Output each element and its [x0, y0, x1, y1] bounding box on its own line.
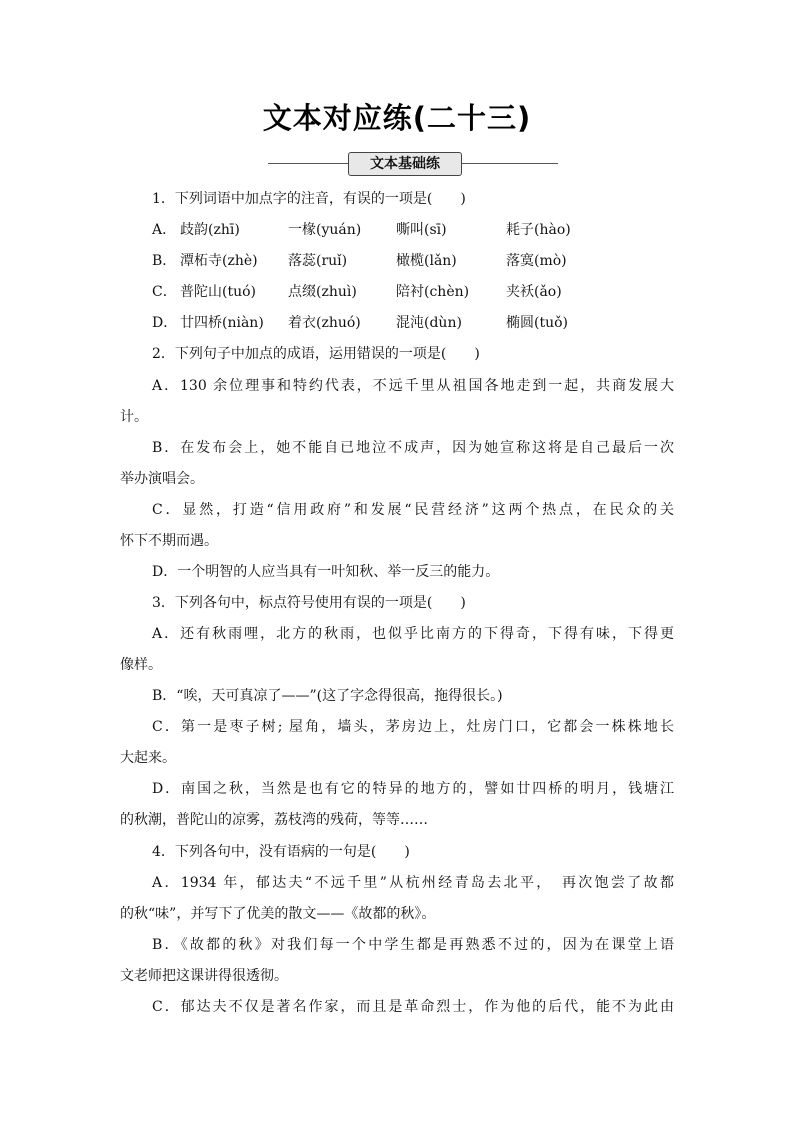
q1-option-b-letter: B．	[152, 253, 177, 269]
divider-left	[268, 163, 348, 164]
divider-right	[462, 163, 558, 164]
q1-option-d-item-2: 着衣(zhuó)	[288, 315, 361, 331]
q2-option-a-line-2: 计。	[120, 409, 148, 425]
q3-option-d-line-1: D．南国之秋，当然是也有它的特异的地方的，譬如廿四桥的明月，钱塘江	[152, 781, 674, 797]
q2-option-b-line-2: 举办演唱会。	[120, 471, 204, 487]
q1-option-c-item-3: 陪衬(chèn)	[396, 284, 470, 300]
q1-option-c-item-4: 夹袄(ǎo)	[506, 284, 562, 300]
q4-option-c-line-1: C．郁达夫不仅是著名作家，而且是革命烈士，作为他的后代，能不为此由	[152, 999, 674, 1015]
q4-option-b-line-2: 文老师把这课讲得很透彻。	[120, 968, 288, 984]
q3-option-a-line-2: 像样。	[120, 657, 162, 673]
q3-option-d-line-2: 的秋潮，普陀山的凉雾，荔枝湾的残荷，等等……	[120, 812, 428, 828]
q1-option-a-item-2: 一椽(yuán)	[288, 222, 362, 238]
section-label: 文本基础练	[348, 152, 462, 176]
question-2-stem: 2．下列句子中加点的成语，运用错误的一项是( )	[152, 346, 480, 362]
q3-option-a-line-1: A．还有秋雨哩，北方的秋雨，也似乎比南方的下得奇，下得有味，下得更	[152, 626, 674, 642]
q1-option-a-item-4: 耗子(hào)	[506, 222, 571, 238]
section-header	[268, 152, 558, 176]
question-1-stem: 1．下列词语中加点字的注音，有误的一项是( )	[152, 191, 466, 207]
q1-option-b-item-2: 落蕊(ruǐ)	[288, 253, 348, 269]
q1-option-c-letter: C．	[152, 284, 177, 300]
q3-option-b-line-1: B．“唉，天可真凉了——”(这了字念得很高，拖得很长。)	[152, 688, 503, 704]
q2-option-a-line-1: A．130 余位理事和特约代表，不远千里从祖国各地走到一起，共商发展大	[152, 378, 674, 394]
q4-option-b-line-1: B．《故都的秋》对我们每一个中学生都是再熟悉不过的，因为在课堂上语	[152, 937, 674, 953]
q1-option-c-item-2: 点缀(zhuì)	[288, 284, 357, 300]
q1-option-d-letter: D．	[152, 315, 178, 331]
q1-option-b-item-4: 落寞(mò)	[506, 253, 567, 269]
page-title: 文本对应练(二十三)	[262, 101, 532, 135]
q3-option-c-line-2: 大起来。	[120, 750, 176, 766]
q1-option-a-letter: A．	[152, 222, 177, 238]
q2-option-d-line-1: D．一个明智的人应当具有一叶知秋、举一反三的能力。	[152, 564, 500, 580]
q4-option-a-line-2: 的秋“味”，并写下了优美的散文——《故都的秋》。	[120, 906, 436, 922]
q1-option-b-item-3: 橄榄(lǎn)	[396, 253, 457, 269]
question-4-stem: 4．下列各句中，没有语病的一句是( )	[152, 844, 410, 860]
q1-option-d-item-4: 椭圆(tuǒ)	[506, 315, 568, 331]
q1-option-d-item-3: 混沌(dùn)	[396, 315, 462, 331]
q1-option-a-item-1: 歧韵(zhī)	[180, 222, 240, 238]
question-3-stem: 3．下列各句中，标点符号使用有误的一项是( )	[152, 595, 466, 611]
q1-option-b-item-1: 潭柘寺(zhè)	[180, 253, 258, 269]
q1-option-c-item-1: 普陀山(tuó)	[180, 284, 256, 300]
q2-option-c-line-1: C．显然，打造“信用政府”和发展“民营经济”这两个热点，在民众的关	[152, 502, 674, 518]
q4-option-a-line-1: A．1934 年，郁达夫“不远千里”从杭州经青岛去北平， 再次饱尝了故都	[152, 875, 674, 891]
q2-option-c-line-2: 怀下不期而遇。	[120, 533, 218, 549]
q1-option-d-item-1: 廿四桥(niàn)	[180, 315, 264, 331]
q3-option-c-line-1: C．第一是枣子树; 屋角，墙头，茅房边上，灶房门口，它都会一株株地长	[152, 719, 674, 735]
q2-option-b-line-1: B．在发布会上，她不能自已地泣不成声，因为她宣称这将是自己最后一次	[152, 440, 674, 456]
q1-option-a-item-3: 嘶叫(sī)	[396, 222, 447, 238]
